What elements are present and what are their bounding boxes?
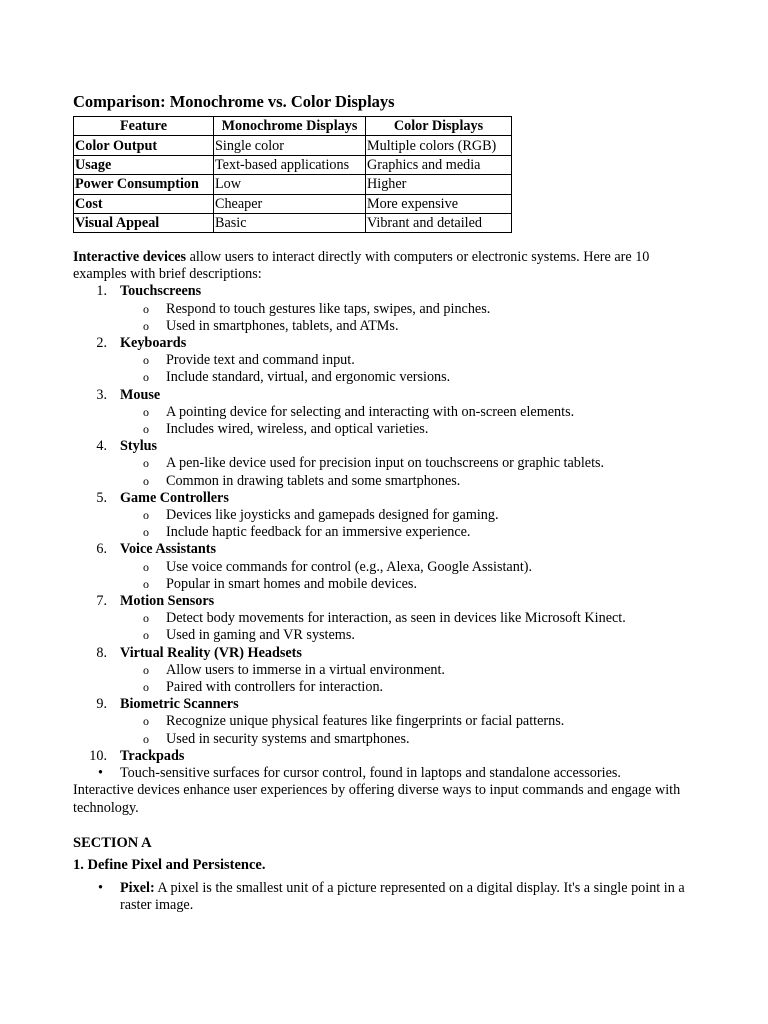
pixel-definition [73, 880, 693, 914]
list-item [73, 335, 693, 352]
sub-item-text: Common in drawing tablets and some smartphones. [166, 472, 461, 489]
sub-item-text: Respond to touch gestures like taps, swipes, and pinches. [166, 300, 491, 317]
comparison-table [73, 116, 512, 233]
sub-item [73, 404, 693, 421]
device-name: Virtual Reality (VR) Headsets [120, 644, 302, 661]
intro-text: allow users to interact directly with computers or electronic systems. Here are 10 examples with brief descriptions: [73, 249, 650, 283]
list-number: 7. [96, 593, 107, 610]
sub-item-text: Detect body movements for interaction, as seen in devices like Microsoft Kinect. [166, 610, 626, 627]
sub-bullet-marker: o [143, 576, 149, 591]
list-number: 9. [96, 696, 107, 713]
sub-bullet-marker: o [143, 714, 149, 729]
intro-bold: Interactive devices [73, 249, 187, 265]
sub-item [73, 524, 693, 541]
sub-item [73, 559, 693, 576]
device-name: Mouse [120, 386, 161, 403]
table-cell: Higher [366, 175, 512, 194]
sub-bullet-marker: o [143, 456, 149, 471]
sub-item-text: Include standard, virtual, and ergonomic versions. [166, 369, 451, 386]
sub-item-text: Includes wired, wireless, and optical varieties. [166, 421, 429, 438]
sub-bullet-marker: o [143, 611, 149, 626]
list-item [73, 490, 693, 507]
question-heading: 1. Define Pixel and Persistence. [73, 857, 266, 873]
sub-item-text: Used in gaming and VR systems. [166, 627, 355, 644]
sub-bullet-marker: o [143, 662, 149, 677]
sub-item-text: A pointing device for selecting and interacting with on-screen elements. [166, 403, 575, 420]
sub-bullet-marker: o [143, 559, 149, 574]
list-number: 5. [96, 489, 107, 506]
conclusion-paragraph: Interactive devices enhance user experiences by offering diverse ways to input commands and engage with technology. [73, 782, 681, 816]
sub-item [73, 455, 693, 472]
sub-item-text: Paired with controllers for interaction. [166, 679, 384, 696]
sub-item [73, 627, 693, 644]
table-cell: Vibrant and detailed [366, 213, 512, 232]
table-cell: Visual Appeal [74, 213, 214, 232]
list-number: 3. [96, 386, 107, 403]
list-item [73, 283, 693, 300]
sub-item-text: Popular in smart homes and mobile devices. [166, 575, 417, 592]
sub-bullet-marker: o [143, 628, 149, 643]
sub-bullet-marker: o [143, 731, 149, 746]
pixel-label: Pixel: [120, 880, 155, 896]
table-header: Color Displays [366, 117, 512, 136]
sub-item-text: Used in security systems and smartphones. [166, 730, 410, 747]
table-cell: Basic [214, 213, 366, 232]
device-name: Voice Assistants [120, 541, 217, 558]
table-cell: Multiple colors (RGB) [366, 136, 512, 155]
device-name: Keyboards [120, 335, 187, 352]
sub-item-text: Used in smartphones, tablets, and ATMs. [166, 317, 399, 334]
device-name: Motion Sensors [120, 593, 215, 610]
sub-item [73, 713, 693, 730]
list-item [73, 593, 693, 610]
table-cell: Usage [74, 155, 214, 174]
sub-item [73, 318, 693, 335]
table-row [74, 213, 512, 232]
sub-bullet-marker: o [143, 318, 149, 333]
device-name: Trackpads [120, 747, 185, 764]
section-heading: SECTION A [73, 835, 152, 851]
list-item [73, 438, 693, 455]
list-number: 4. [96, 438, 107, 455]
table-header: Monochrome Displays [214, 117, 366, 136]
sub-item [73, 731, 693, 748]
bullet-marker: • [98, 880, 103, 896]
bullet-marker: • [98, 765, 103, 782]
table-cell: Cheaper [214, 194, 366, 213]
table-row [74, 155, 512, 174]
sub-item-text: Include haptic feedback for an immersive experience. [166, 524, 471, 541]
table-header: Feature [74, 117, 214, 136]
table-cell: Single color [214, 136, 366, 155]
trackpad-bullet [73, 765, 693, 782]
sub-item-text: Use voice commands for control (e.g., Alexa, Google Assistant). [166, 558, 533, 575]
list-number: 2. [96, 335, 107, 352]
sub-item [73, 421, 693, 438]
table-row [74, 136, 512, 155]
list-item [73, 645, 693, 662]
sub-item [73, 301, 693, 318]
list-item [73, 748, 693, 765]
sub-item [73, 576, 693, 593]
list-number: 10. [89, 747, 107, 764]
sub-bullet-marker: o [143, 525, 149, 540]
devices-section [73, 249, 693, 817]
sub-bullet-marker: o [143, 508, 149, 523]
list-number: 8. [96, 644, 107, 661]
table-row [74, 175, 512, 194]
table-cell: More expensive [366, 194, 512, 213]
list-number: 6. [96, 541, 107, 558]
table-cell: Graphics and media [366, 155, 512, 174]
table-header-row [74, 117, 512, 136]
table-cell: Color Output [74, 136, 214, 155]
device-name: Biometric Scanners [120, 696, 239, 713]
sub-item-text: Allow users to immerse in a virtual environment. [166, 661, 445, 678]
table-cell: Power Consumption [74, 175, 214, 194]
device-name: Game Controllers [120, 489, 229, 506]
table-row [74, 194, 512, 213]
sub-bullet-marker: o [143, 353, 149, 368]
sub-bullet-marker: o [143, 680, 149, 695]
sub-item-text: Devices like joysticks and gamepads designed for gaming. [166, 507, 499, 524]
sub-item-text: A pen-like device used for precision input on touchscreens or graphic tablets. [166, 455, 605, 472]
sub-bullet-marker: o [143, 370, 149, 385]
sub-bullet-marker: o [143, 404, 149, 419]
sub-item [73, 352, 693, 369]
sub-item [73, 679, 693, 696]
device-name: Stylus [120, 438, 158, 455]
sub-bullet-marker: o [143, 422, 149, 437]
table-cell: Text-based applications [214, 155, 366, 174]
table-cell: Cost [74, 194, 214, 213]
sub-item-text: Provide text and command input. [166, 352, 355, 369]
list-item [73, 541, 693, 558]
sub-item-text: Recognize unique physical features like fingerprints or facial patterns. [166, 713, 565, 730]
sub-item [73, 507, 693, 524]
table-cell: Low [214, 175, 366, 194]
comparison-title: Comparison: Monochrome vs. Color Displays [73, 92, 395, 111]
sub-item [73, 662, 693, 679]
device-name: Touchscreens [120, 283, 202, 300]
sub-item [73, 473, 693, 490]
trackpad-bullet-text: Touch-sensitive surfaces for cursor control, found in laptops and standalone accessories. [120, 765, 621, 782]
sub-item [73, 610, 693, 627]
intro-paragraph [73, 249, 693, 283]
sub-item [73, 369, 693, 386]
list-number: 1. [96, 283, 107, 300]
list-item [73, 387, 693, 404]
sub-bullet-marker: o [143, 301, 149, 316]
list-item [73, 696, 693, 713]
sub-bullet-marker: o [143, 473, 149, 488]
pixel-text: A pixel is the smallest unit of a picture represented on a digital display. It's a single point in a raster image. [120, 880, 685, 914]
device-list [73, 283, 693, 765]
